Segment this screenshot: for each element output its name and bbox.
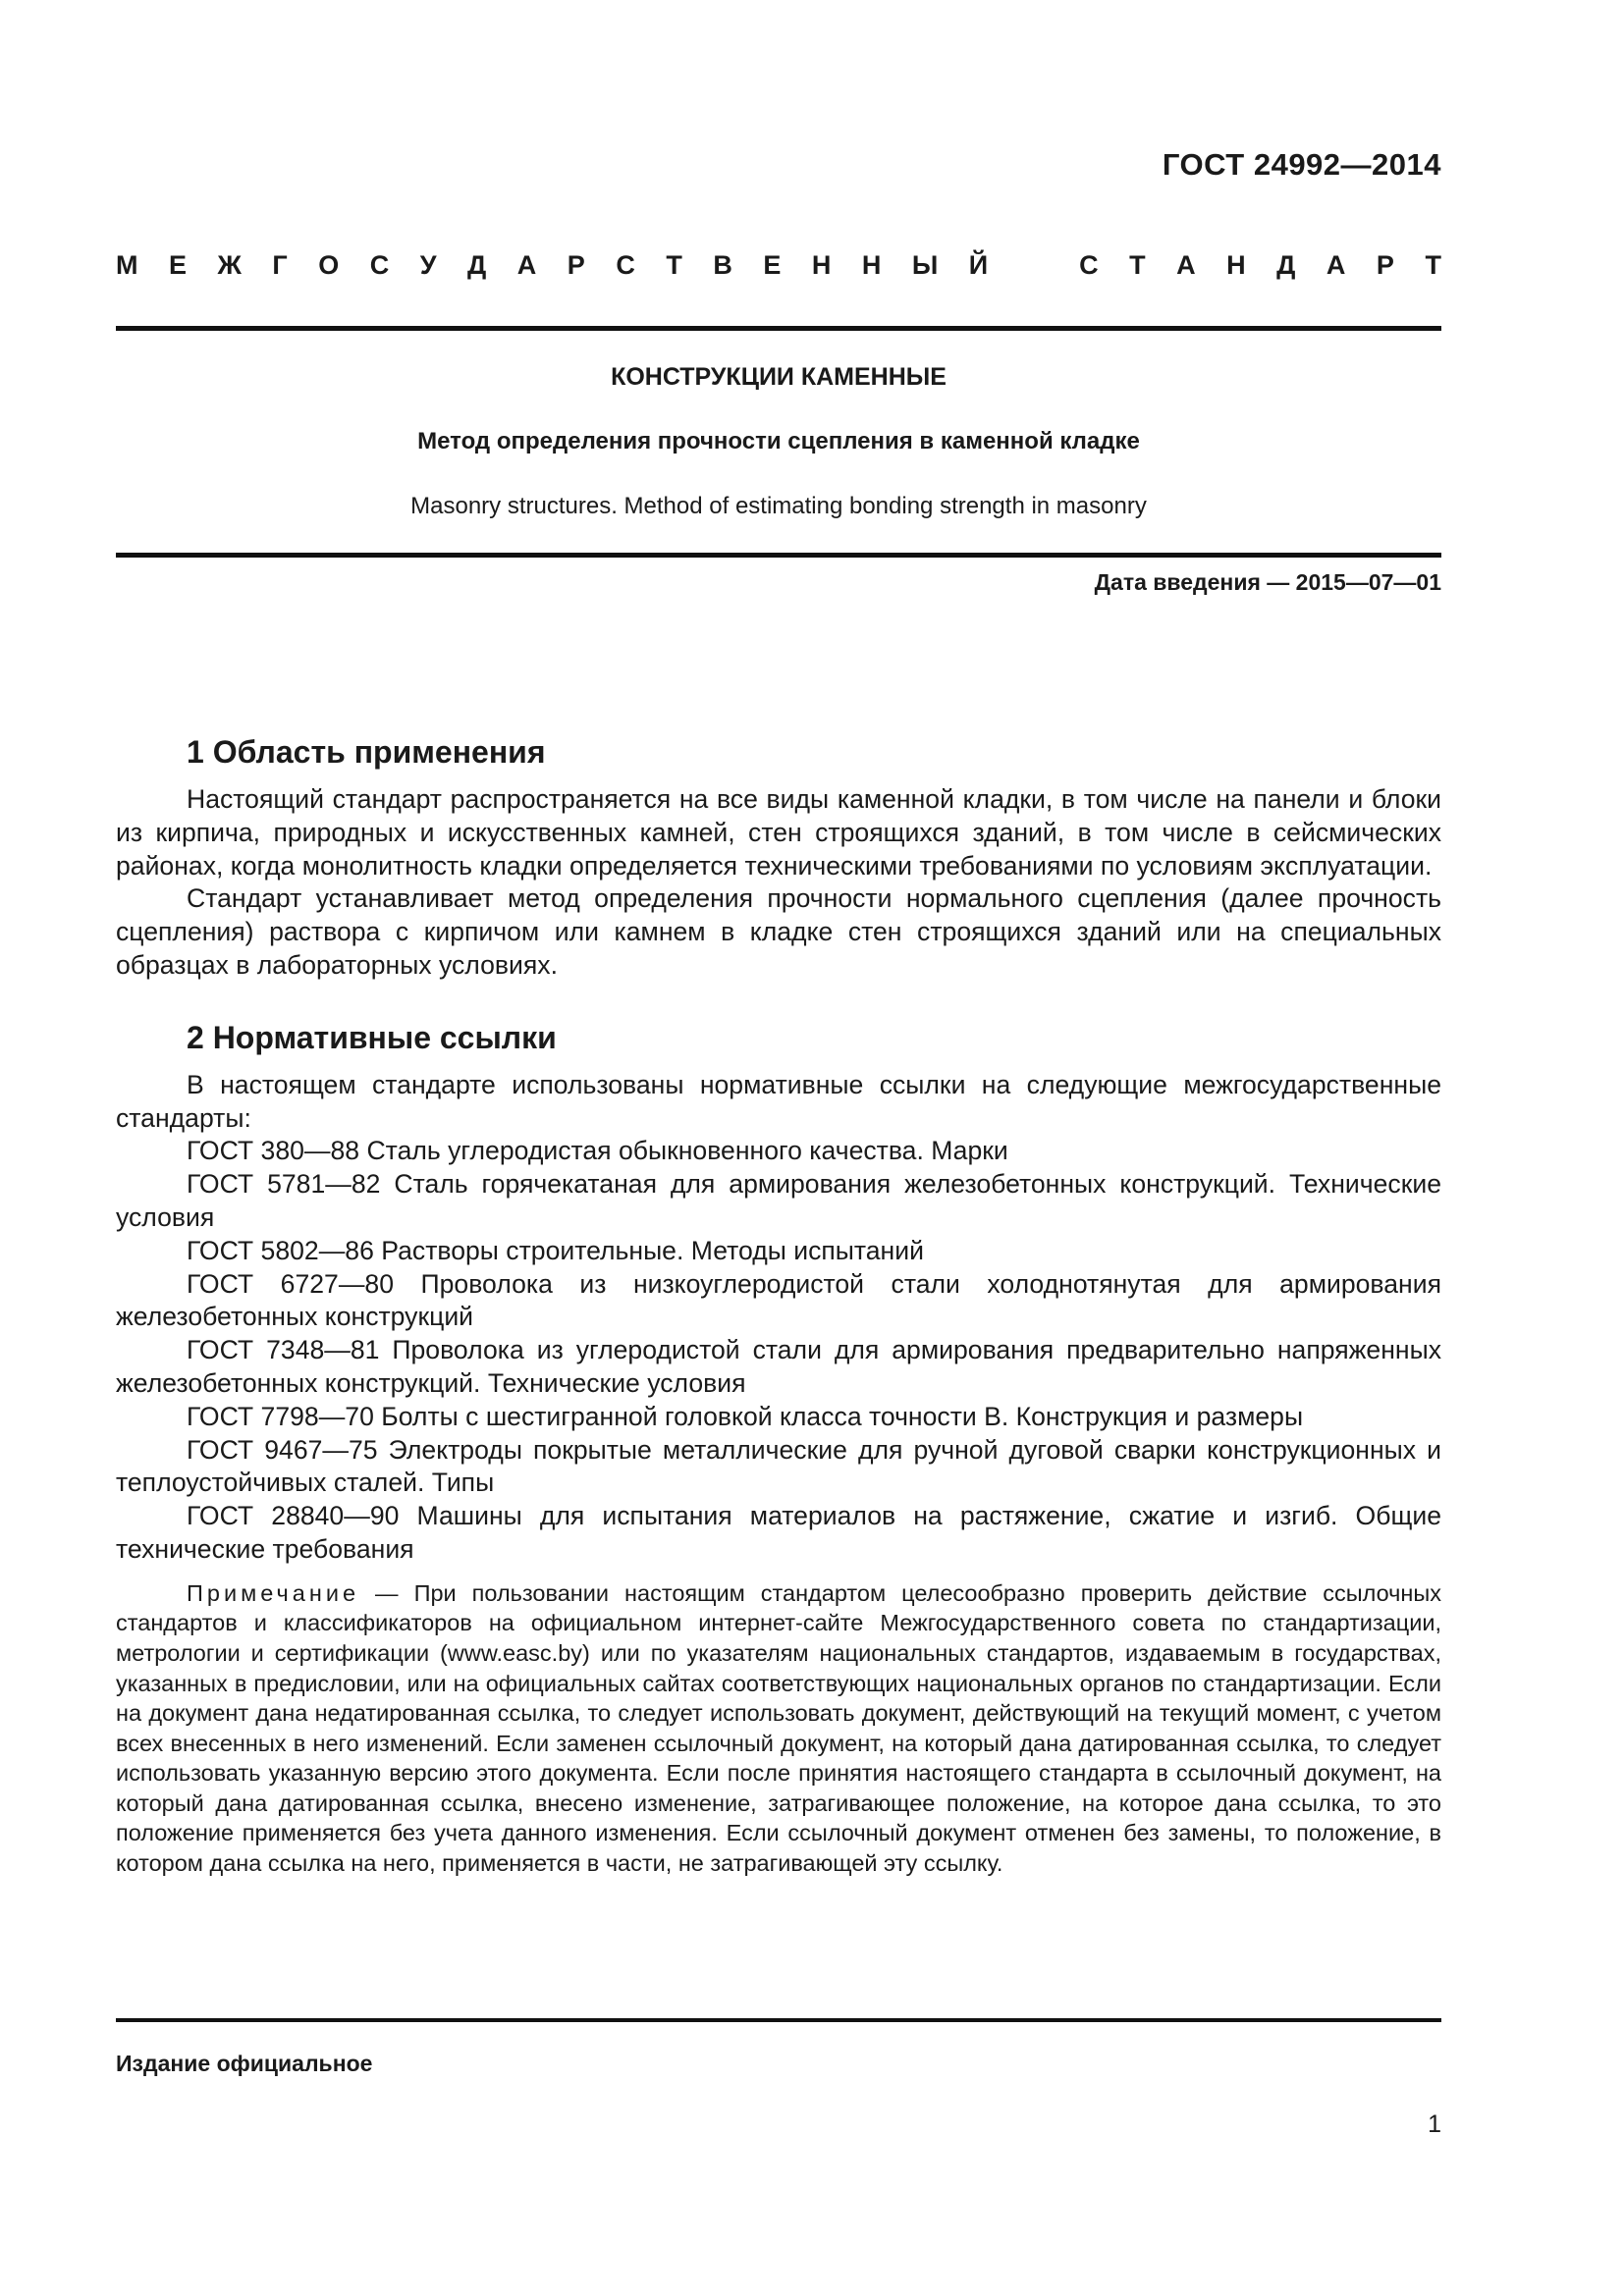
reference-item: ГОСТ 7798—70 Болты с шестигранной головкой класса точности В. Конструкция и размеры <box>187 1401 1304 1431</box>
banner-letter: С <box>616 250 635 280</box>
section-1-heading: 1 Область применения <box>187 734 546 770</box>
reference-item: ГОСТ 6727—80 Проволока из низкоуглеродистой стали холоднотянутая для армирования железобетонных конструкций <box>116 1268 1441 1332</box>
banner-letter: Т <box>1129 250 1146 280</box>
banner-letter: Ы <box>911 250 939 280</box>
banner-letter: У <box>419 250 437 280</box>
banner-letter: А <box>1176 250 1196 280</box>
reference-item: ГОСТ 28840—90 Машины для испытания материалов на растяжение, сжатие и изгиб. Общие технические требования <box>116 1501 1441 1564</box>
official-edition-label: Издание официальное <box>116 2051 373 2076</box>
document-title-english: Masonry structures. Method of estimating bonding strength in masonry <box>410 493 1147 519</box>
reference-item: ГОСТ 380—88 Сталь углеродистая обыкновенного качества. Марки <box>187 1136 1008 1166</box>
banner-letter: Р <box>567 250 585 280</box>
banner-letter: О <box>318 250 340 280</box>
note-paragraph <box>116 1578 1441 1879</box>
banner-letter: Г <box>272 250 288 280</box>
reference-item: ГОСТ 5802—86 Растворы строительные. Методы испытаний <box>187 1235 924 1265</box>
banner-letter: Д <box>1276 250 1296 280</box>
header-rule-bottom <box>116 553 1441 558</box>
section-2-heading: 2 Нормативные ссылки <box>187 1019 557 1055</box>
banner-letter: С <box>1079 250 1099 280</box>
banner-letter: Т <box>1425 250 1441 280</box>
banner-letter: А <box>516 250 537 280</box>
banner-letter: Н <box>1226 250 1246 280</box>
reference-item: ГОСТ 7348—81 Проволока из углеродистой стали для армирования предварительно напряженных железобетонных конструкций. Технические условия <box>116 1335 1441 1398</box>
banner-letter: Е <box>763 250 782 280</box>
banner-letter: Т <box>666 250 682 280</box>
banner-letter: Й <box>968 250 989 280</box>
document-subtitle: Метод определения прочности сцепления в каменной кладке <box>417 428 1140 454</box>
banner-letter: Ж <box>217 250 242 280</box>
note-label: Примечание <box>187 1579 360 1606</box>
section-2-intro: В настоящем стандарте использованы нормативные ссылки на следующие межгосударственные стандарты: <box>116 1069 1441 1133</box>
reference-item: ГОСТ 9467—75 Электроды покрытые металлические для ручной дуговой сварки конструкционных и теплоустойчивых сталей. Типы <box>116 1434 1441 1498</box>
banner-letter: Н <box>811 250 832 280</box>
document-body <box>116 730 1441 1879</box>
section-1-paragraph-1: Настоящий стандарт распространяется на все виды каменной кладки, в том числе на панели и блоки из кирпича, природных и искусственных камней, стен строящихся зданий, в том числе в сейсмических районах, когда монолитность кладки определяется техническими требованиями по условиям эксплуатации. <box>116 784 1441 881</box>
note-text: — При пользовании настоящим стандартом целесообразно проверить действие ссылочных стандартов и классификаторов на официальном интернет-сайте Межгосударственного совета по стандартизации, метрологии и сертификации (www.easc.by) или по указателям национальных стандартов, издаваемым в государствах, указанных в предисловии, или на официальных сайтах соответствующих национальных органов по стандартизации. Если на документ дана недатированная ссылка, то следует использовать документ, действующий на текущий момент, с учетом всех внесенных в него изменений. Если заменен ссылочный документ, на который дана датированная ссылка, то следует использовать указанную версию этого документа. Если после принятия настоящего стандарта в ссылочный документ, на который дана датированная ссылка, внесено изменение, затрагивающее положение, на которое дана ссылка, то это положение применяется без учета данного изменения. Если ссылочный документ отменен без замены, то положение, в котором дана ссылка на него, применяется в части, не затрагивающей эту ссылку. <box>116 1579 1441 1877</box>
page-number: 1 <box>1428 2110 1441 2138</box>
banner-letter: Е <box>169 250 188 280</box>
header-rule-top <box>116 326 1441 331</box>
footer-rule <box>116 2018 1441 2022</box>
date-of-introduction: Дата введения — 2015—07—01 <box>1094 569 1441 595</box>
banner-letter: А <box>1326 250 1346 280</box>
banner-letter: С <box>369 250 390 280</box>
interstate-standard-banner <box>116 250 1441 281</box>
document-title: КОНСТРУКЦИИ КАМЕННЫЕ <box>611 363 947 391</box>
banner-letter: Н <box>861 250 882 280</box>
section-1-paragraph-2: Стандарт устанавливает метод определения прочности нормального сцепления (далее прочность сцепления) раствора с кирпичом или камнем в кладке стен строящихся зданий или на специальных образцах в лабораторных условиях. <box>116 883 1441 980</box>
banner-letter: Р <box>1376 250 1394 280</box>
banner-letter: Д <box>467 250 487 280</box>
standard-designation: ГОСТ 24992—2014 <box>1162 147 1441 182</box>
banner-letter: М <box>116 250 138 280</box>
reference-item: ГОСТ 5781—82 Сталь горячекатаная для армирования железобетонных конструкций. Технические условия <box>116 1169 1441 1232</box>
banner-word-gap <box>1019 250 1049 281</box>
banner-letter: В <box>713 250 732 280</box>
